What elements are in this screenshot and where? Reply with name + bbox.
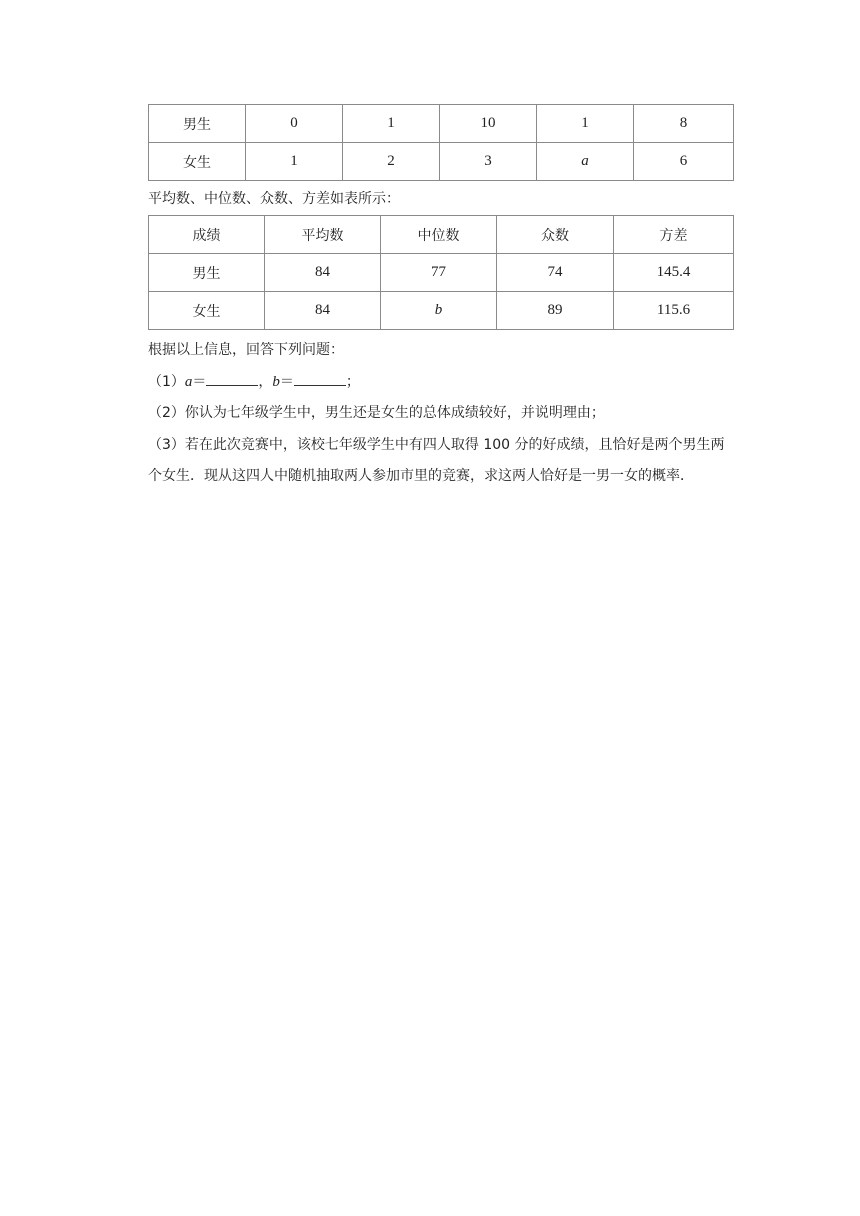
column-header: 方差 <box>614 216 734 254</box>
score-distribution-table <box>148 104 734 181</box>
row-label-male: 男生 <box>149 254 265 292</box>
table-row-male <box>149 105 734 143</box>
equals-sign: ＝ <box>279 374 294 390</box>
table-cell: 2 <box>343 143 440 181</box>
row-label-female: 女生 <box>149 292 265 330</box>
column-header: 众数 <box>497 216 614 254</box>
table-row-male <box>149 254 734 292</box>
table-header-row <box>149 216 734 254</box>
answer-blank-b[interactable] <box>294 371 346 386</box>
table-cell: 1 <box>246 143 343 181</box>
column-header: 中位数 <box>381 216 497 254</box>
table-cell: 10 <box>440 105 537 143</box>
questions-prompt: 根据以上信息，回答下列问题： <box>148 342 344 358</box>
table-cell: 3 <box>440 143 537 181</box>
table-row-female <box>149 292 734 330</box>
stats-intro-text: 平均数、中位数、众数、方差如表所示： <box>148 191 400 207</box>
table-cell: 84 <box>265 254 381 292</box>
row-label-male: 男生 <box>149 105 246 143</box>
answer-blank-a[interactable] <box>206 371 258 386</box>
question-1 <box>148 371 733 392</box>
table-cell: 1 <box>537 105 634 143</box>
table-cell: 77 <box>381 254 497 292</box>
document-page <box>148 104 733 492</box>
question-2: （2）你认为七年级学生中，男生还是女生的总体成绩较好，并说明理由； <box>148 405 605 421</box>
variable-b: b <box>272 374 280 390</box>
table-cell-variable-a: a <box>537 143 634 181</box>
row-label-female: 女生 <box>149 143 246 181</box>
statistics-table <box>148 215 734 330</box>
table-cell: 6 <box>634 143 734 181</box>
table-cell: 8 <box>634 105 734 143</box>
table-cell: 115.6 <box>614 292 734 330</box>
table-cell: 1 <box>343 105 440 143</box>
table-row-female <box>149 143 734 181</box>
end-mark: ； <box>345 374 360 390</box>
table-cell-variable-b: b <box>381 292 497 330</box>
variable-a: a <box>184 374 193 390</box>
table-cell: 89 <box>497 292 614 330</box>
table-cell: 145.4 <box>614 254 734 292</box>
table-cell: 74 <box>497 254 614 292</box>
equals-sign: ＝ <box>192 374 207 390</box>
table-cell: 0 <box>246 105 343 143</box>
column-header: 平均数 <box>265 216 381 254</box>
column-header: 成绩 <box>149 216 265 254</box>
question-3: （3）若在此次竞赛中，该校七年级学生中有四人取得 100 分的好成绩，且恰好是两个男生两个女生．现从这四人中随机抽取两人参加市里的竞赛，求这两人恰好是一男一女的概率． <box>148 437 725 484</box>
question-number: （1） <box>148 374 185 390</box>
table-cell: 84 <box>265 292 381 330</box>
separator: ， <box>258 374 273 390</box>
